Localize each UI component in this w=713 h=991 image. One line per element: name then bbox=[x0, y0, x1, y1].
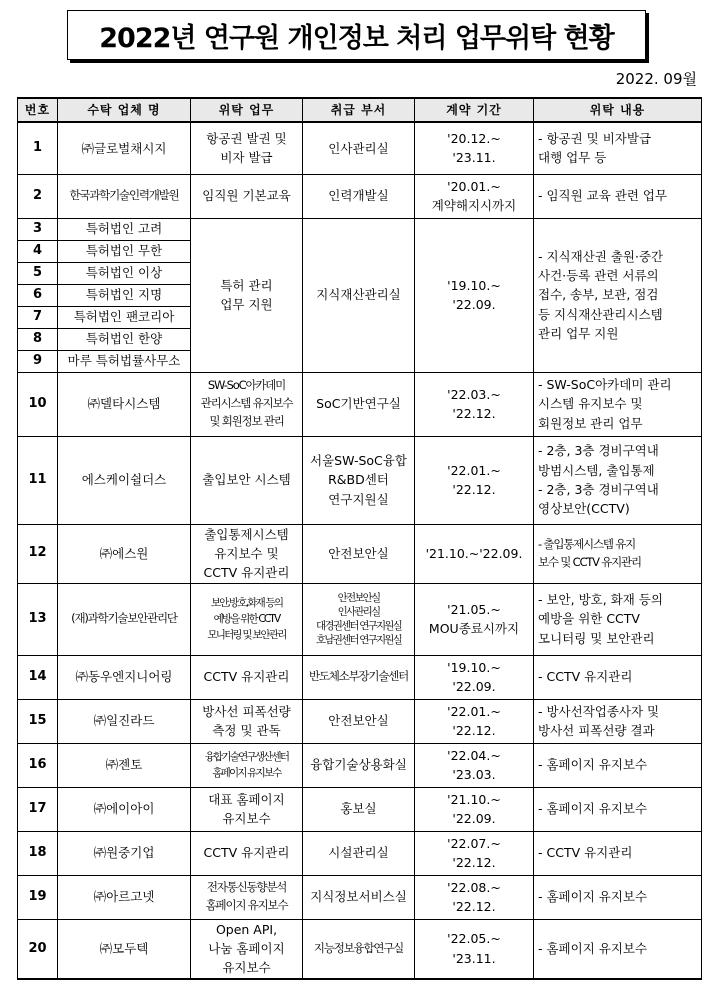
cell-dept-patent: 지식재산관리실 bbox=[303, 218, 415, 372]
cell-dept: 인사관리실 bbox=[303, 122, 415, 174]
cell-no: 10 bbox=[18, 372, 58, 436]
cell-task: 대표 홈페이지 유지보수 bbox=[191, 787, 303, 831]
cell-no: 8 bbox=[18, 328, 58, 350]
table-row bbox=[18, 174, 702, 218]
cell-content bbox=[534, 699, 702, 743]
cell-dept: 반도체소부장기술센터 bbox=[303, 655, 415, 699]
cell-no: 2 bbox=[18, 174, 58, 218]
cell-period: '22.08.~ '22.12. bbox=[415, 875, 534, 919]
cell-no: 12 bbox=[18, 524, 58, 583]
cell-dept: 지능정보융합연구실 bbox=[303, 919, 415, 979]
cell-no: 5 bbox=[18, 262, 58, 284]
cell-dept: 시설관리실 bbox=[303, 831, 415, 875]
cell-period: '19.10.~ '22.09. bbox=[415, 655, 534, 699]
cell-company: ㈜글로벌채시지 bbox=[58, 122, 191, 174]
table-row bbox=[18, 583, 702, 655]
cell-no: 18 bbox=[18, 831, 58, 875]
cell-period: '22.01.~ '22.12. bbox=[415, 699, 534, 743]
cell-content-text: - 지식재산권 출원·중간 사건·등록 관련 서류의 접수, 송부, 보관, 점검 등 지식재산관리시스템 관리 업무 지원 bbox=[538, 248, 664, 342]
cell-task: 전자통신동향분석 홈페이지 유지보수 bbox=[191, 875, 303, 919]
table-row bbox=[18, 218, 702, 240]
cell-no: 15 bbox=[18, 699, 58, 743]
cell-content-text: - CCTV 유지관리 bbox=[538, 669, 633, 685]
cell-task-patent: 특허 관리 업무 지원 bbox=[191, 218, 303, 372]
header-content: 위탁 내용 bbox=[534, 98, 702, 122]
cell-company: 한국과학기술인력개발원 bbox=[58, 174, 191, 218]
cell-period: '20.12.~ '23.11. bbox=[415, 122, 534, 174]
table-header-row bbox=[18, 98, 702, 122]
cell-dept: 안전보안실 인사관리실 대경권센터 연구지원실 호남권센터 연구지원실 bbox=[303, 583, 415, 655]
cell-content bbox=[534, 919, 702, 979]
header-dept: 취급 부서 bbox=[303, 98, 415, 122]
table-row bbox=[18, 919, 702, 979]
cell-company: ㈜일진라드 bbox=[58, 699, 191, 743]
table-row bbox=[18, 699, 702, 743]
cell-no: 16 bbox=[18, 743, 58, 787]
cell-content-text: - SW-SoC아카데미 관리 시스템 유지보수 및 회원정보 관리 업무 bbox=[538, 376, 672, 431]
cell-period: '22.01.~ '22.12. bbox=[415, 436, 534, 524]
cell-task: 항공권 발권 및 비자 발급 bbox=[191, 122, 303, 174]
cell-content bbox=[534, 583, 702, 655]
cell-task: 보안,방호,화재 등의 예방을 위한 CCTV 모니터링 및 보안관리 bbox=[191, 583, 303, 655]
cell-company: ㈜에스원 bbox=[58, 524, 191, 583]
cell-no: 11 bbox=[18, 436, 58, 524]
cell-no: 19 bbox=[18, 875, 58, 919]
cell-task: CCTV 유지관리 bbox=[191, 655, 303, 699]
cell-dept: 안전보안실 bbox=[303, 699, 415, 743]
outsourcing-table bbox=[17, 97, 702, 980]
cell-company: 특허법인 무한 bbox=[58, 240, 191, 262]
cell-content-text: - 홈페이지 유지보수 bbox=[538, 757, 648, 773]
document-title-box bbox=[67, 10, 646, 60]
table-row bbox=[18, 372, 702, 436]
cell-company: ㈜에이아이 bbox=[58, 787, 191, 831]
cell-content bbox=[534, 743, 702, 787]
cell-content-text: - 홈페이지 유지보수 bbox=[538, 889, 648, 905]
cell-task: 출입통제시스템 유지보수 및 CCTV 유지관리 bbox=[191, 524, 303, 583]
document-date: 2022. 09월 bbox=[615, 70, 697, 88]
cell-no: 7 bbox=[18, 306, 58, 328]
cell-company: (재)과학기술보안관리단 bbox=[58, 583, 191, 655]
cell-period: '20.01.~ 계약해지시까지 bbox=[415, 174, 534, 218]
cell-no: 20 bbox=[18, 919, 58, 979]
cell-no: 3 bbox=[18, 218, 58, 240]
cell-task: 방사선 피폭선량 측정 및 관독 bbox=[191, 699, 303, 743]
cell-content-text: - 홈페이지 유지보수 bbox=[538, 941, 648, 956]
cell-no: 9 bbox=[18, 350, 58, 372]
cell-content bbox=[534, 174, 702, 218]
cell-task: 출입보안 시스템 bbox=[191, 436, 303, 524]
cell-period: '22.03.~ '22.12. bbox=[415, 372, 534, 436]
cell-content bbox=[534, 122, 702, 174]
cell-company: 특허법인 지명 bbox=[58, 284, 191, 306]
cell-company: 특허법인 이상 bbox=[58, 262, 191, 284]
table-row bbox=[18, 875, 702, 919]
cell-dept: 지식정보서비스실 bbox=[303, 875, 415, 919]
cell-content-text: - 임직원 교육 관련 업무 bbox=[538, 188, 668, 204]
cell-content bbox=[534, 787, 702, 831]
cell-content bbox=[534, 436, 702, 524]
cell-period: '22.04.~ '23.03. bbox=[415, 743, 534, 787]
cell-period-patent: '19.10.~ '22.09. bbox=[415, 218, 534, 372]
cell-task: SW-SoC아카데미 관리시스템 유지보수 및 회원정보 관리 bbox=[191, 372, 303, 436]
cell-company: ㈜동우엔지니어링 bbox=[58, 655, 191, 699]
cell-no: 6 bbox=[18, 284, 58, 306]
cell-task: CCTV 유지관리 bbox=[191, 831, 303, 875]
cell-company: 특허법인 한양 bbox=[58, 328, 191, 350]
cell-no: 4 bbox=[18, 240, 58, 262]
cell-content-text: - CCTV 유지관리 bbox=[538, 845, 633, 861]
cell-content-patent bbox=[534, 218, 702, 372]
cell-content-text: - 방사선작업종사자 및 방사선 피폭선량 결과 bbox=[538, 703, 660, 739]
cell-no: 1 bbox=[18, 122, 58, 174]
cell-period: '21.10.~'22.09. bbox=[415, 524, 534, 583]
cell-dept: 융합기술상용화실 bbox=[303, 743, 415, 787]
table-row bbox=[18, 436, 702, 524]
cell-company: 특허법인 고려 bbox=[58, 218, 191, 240]
cell-dept: 서울SW-SoC융합 R&BD센터 연구지원실 bbox=[303, 436, 415, 524]
cell-task: Open API, 나눔 홈페이지 유지보수 bbox=[191, 919, 303, 979]
cell-content bbox=[534, 655, 702, 699]
cell-no: 17 bbox=[18, 787, 58, 831]
cell-period: '22.07.~ '22.12. bbox=[415, 831, 534, 875]
cell-company: ㈜젠토 bbox=[58, 743, 191, 787]
cell-task: 임직원 기본교육 bbox=[191, 174, 303, 218]
header-no: 번호 bbox=[18, 98, 58, 122]
cell-company: ㈜아르고넷 bbox=[58, 875, 191, 919]
cell-no: 14 bbox=[18, 655, 58, 699]
header-task: 위탁 업무 bbox=[191, 98, 303, 122]
table-row bbox=[18, 743, 702, 787]
cell-no: 13 bbox=[18, 583, 58, 655]
table-row bbox=[18, 655, 702, 699]
cell-content-text: - 항공권 및 비자발급 대행 업무 등 bbox=[538, 130, 652, 166]
table-row bbox=[18, 122, 702, 174]
cell-company: 에스케이쉴더스 bbox=[58, 436, 191, 524]
cell-dept: 홍보실 bbox=[303, 787, 415, 831]
cell-company: ㈜델타시스템 bbox=[58, 372, 191, 436]
cell-task: 융합기술연구생산센터 홈페이지 유지보수 bbox=[191, 743, 303, 787]
cell-dept: 인력개발실 bbox=[303, 174, 415, 218]
cell-period: '21.05.~ MOU종료시까지 bbox=[415, 583, 534, 655]
cell-company: ㈜모두텍 bbox=[58, 919, 191, 979]
cell-company: 마루 특허법률사무소 bbox=[58, 350, 191, 372]
cell-content bbox=[534, 831, 702, 875]
table-row bbox=[18, 831, 702, 875]
cell-period: '21.10.~ '22.09. bbox=[415, 787, 534, 831]
table-row bbox=[18, 787, 702, 831]
cell-company: 특허법인 팬코리아 bbox=[58, 306, 191, 328]
cell-content bbox=[534, 875, 702, 919]
cell-content bbox=[534, 372, 702, 436]
header-period: 계약 기간 bbox=[415, 98, 534, 122]
cell-company: ㈜원중기업 bbox=[58, 831, 191, 875]
cell-content-text: - 출입통제시스템 유지 보수 및 CCTV 유지관리 bbox=[538, 536, 641, 569]
cell-period: '22.05.~ '23.11. bbox=[415, 919, 534, 979]
header-company: 수탁 업체 명 bbox=[58, 98, 191, 122]
cell-dept: 안전보안실 bbox=[303, 524, 415, 583]
cell-dept: SoC기반연구실 bbox=[303, 372, 415, 436]
cell-content bbox=[534, 524, 702, 583]
cell-content-text: - 홈페이지 유지보수 bbox=[538, 801, 648, 817]
cell-content-text: - 보안, 방호, 화재 등의 예방을 위한 CCTV 모니터링 및 보안관리 bbox=[538, 592, 663, 646]
cell-content-text: - 2층, 3층 경비구역내 방범시스템, 출입통제 - 2층, 3층 경비구역내 영상보안(CCTV) bbox=[538, 443, 659, 517]
document-title: 2022년 연구원 개인정보 처리 업무위탁 현황 bbox=[99, 22, 614, 54]
table-row bbox=[18, 524, 702, 583]
